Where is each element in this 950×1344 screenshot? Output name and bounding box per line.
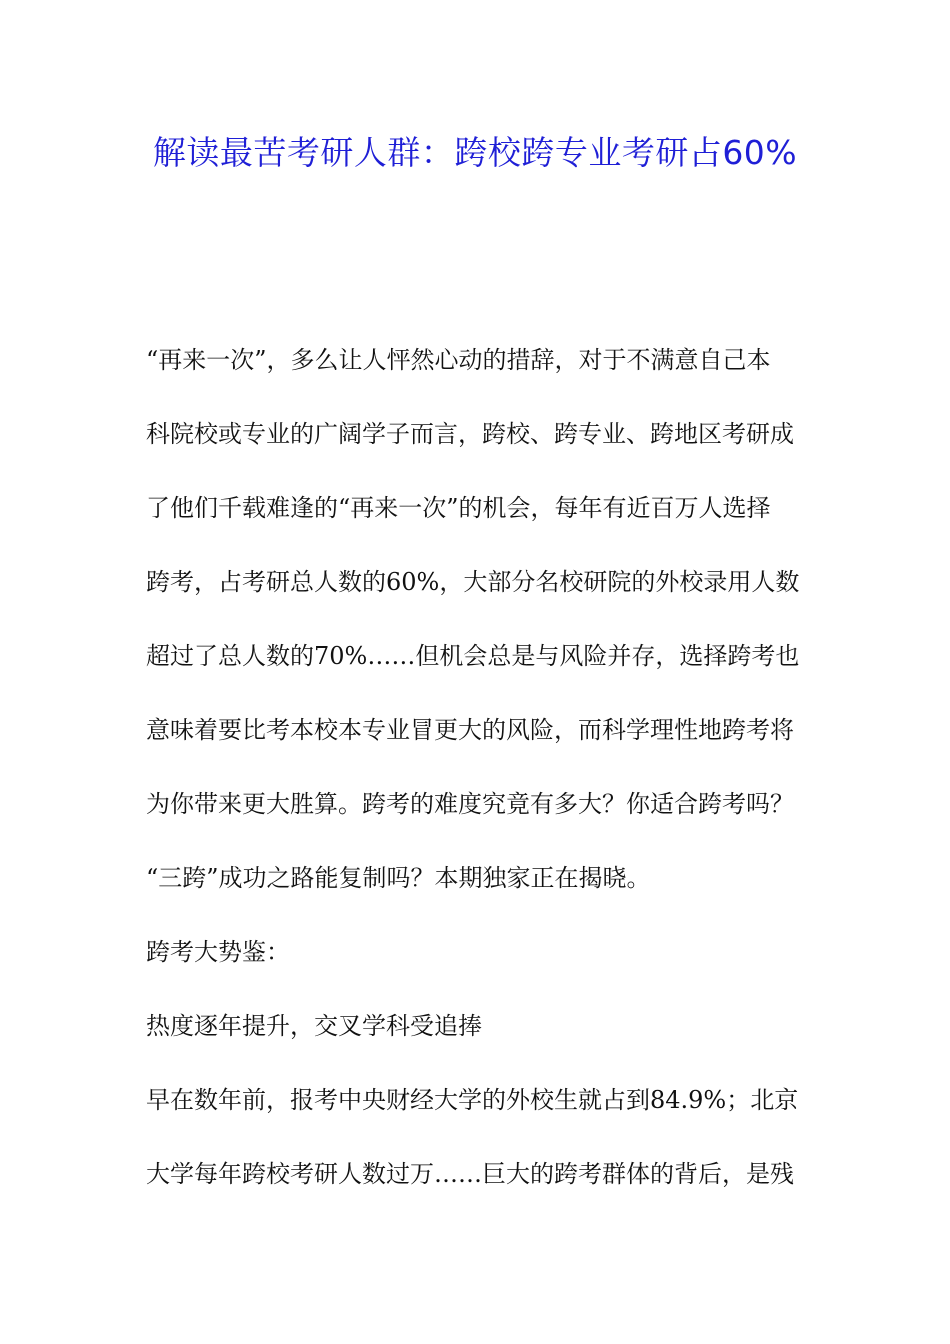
text-line: 早在数年前，报考中央财经大学的外校生就占到84.9%；北京 xyxy=(146,1086,799,1114)
document-body xyxy=(146,338,810,1226)
section-subheading: 热度逐年提升，交叉学科受追捧 xyxy=(146,1012,482,1040)
text-line: 大学每年跨校考研人数过万……巨大的跨考群体的背后，是残 xyxy=(146,1160,794,1188)
text-line: “再来一次”，多么让人怦然心动的措辞，对于不满意自己本 xyxy=(146,346,771,374)
text-line: 科院校或专业的广阔学子而言，跨校、跨专业、跨地区考研成 xyxy=(146,420,794,448)
section-heading: 跨考大势鉴： xyxy=(146,938,290,966)
document-title: 解读最苦考研人群：跨校跨专业考研占60% xyxy=(152,133,798,172)
text-line: “三跨”成功之路能复制吗？本期独家正在揭晓。 xyxy=(146,864,651,892)
text-line: 为你带来更大胜算。跨考的难度究竟有多大？你适合跨考吗？ xyxy=(146,790,794,818)
text-line: 超过了总人数的70%……但机会总是与风险并存，选择跨考也 xyxy=(146,642,800,670)
text-line: 意味着要比考本校本专业冒更大的风险，而科学理性地跨考将 xyxy=(146,716,794,744)
text-line: 了他们千载难逢的“再来一次”的机会，每年有近百万人选择 xyxy=(146,494,771,522)
text-line: 跨考，占考研总人数的60%，大部分名校研院的外校录用人数 xyxy=(146,568,800,596)
